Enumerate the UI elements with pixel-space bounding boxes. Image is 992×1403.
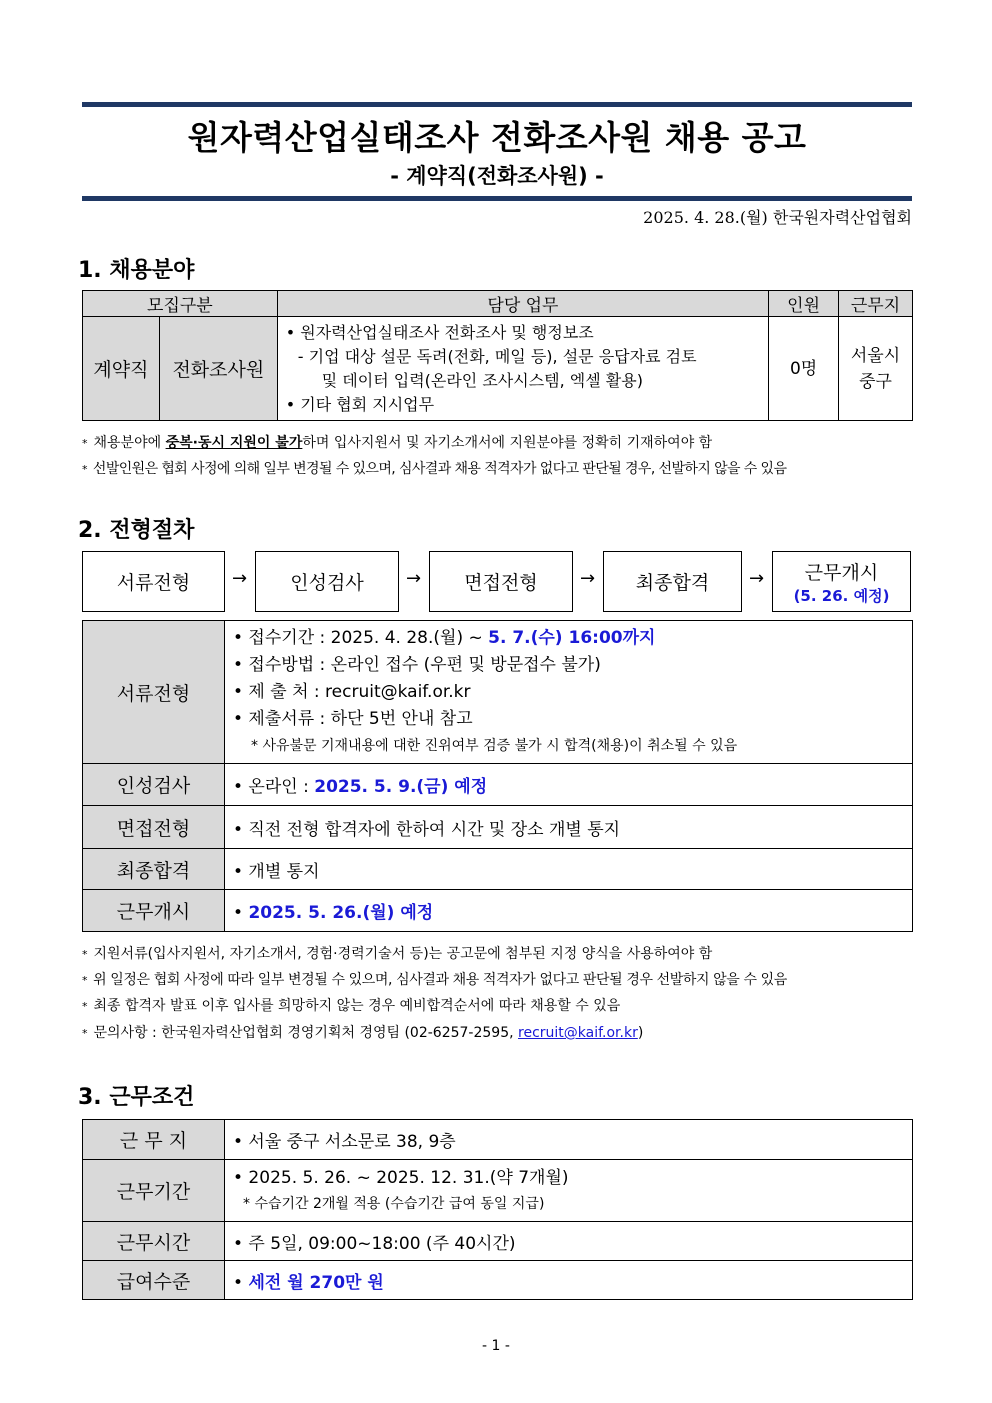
doc-email: • 제 출 처 : recruit@kaif.or.kr (233, 681, 471, 702)
page-title: 원자력산업실태조사 전화조사원 채용 공고 (187, 118, 807, 157)
doc-note: * 사유불문 기재내용에 대한 진위여부 검증 불가 시 합격(채용)이 취소될 수 있음 (251, 737, 738, 754)
asterisk-icon: * (82, 948, 88, 961)
asterisk-icon: * (82, 1000, 88, 1013)
dateline: 2025. 4. 28.(월) 한국원자력산업협회 (643, 208, 912, 227)
duty-cell (277, 317, 768, 421)
asterisk-icon: * (82, 974, 88, 987)
process-note (82, 943, 712, 963)
start-date: 2025. 5. 26.(월) 예정 (248, 903, 434, 923)
flow-step-document (82, 551, 225, 612)
count-cell: 0명 (769, 317, 839, 421)
recruit-field-table (82, 290, 913, 421)
row-label-aptitude: 인성검사 (83, 764, 225, 806)
row-label-interview: 면접전형 (83, 806, 225, 849)
note-text: 지원서류(입사지원서, 자기소개서, 경험·경력기술서 등)는 공고문에 첨부된 지정 양식을 사용하여야 함 (93, 946, 713, 962)
flow-step-final (603, 551, 742, 612)
col-location-header: 근무지 (839, 291, 913, 317)
pay-amount: 세전 월 270만 원 (248, 1272, 384, 1293)
row-label-pay: 급여수준 (83, 1261, 225, 1300)
page-subtitle: - 계약직(전화조사원) - (390, 164, 604, 188)
note-text: 문의사항 : 한국원자력산업협회 경영기획처 경영팀 (02-6257-2595, (93, 1025, 519, 1041)
contact-note (82, 1022, 643, 1042)
doc-documents: • 제출서류 : 하단 5번 안내 참고 (233, 708, 473, 729)
pay-bullet: • (233, 1272, 249, 1293)
flow-step-aptitude (255, 551, 399, 612)
arrow-right-icon: → (580, 568, 596, 589)
recruit-type-cell: 계약직 (83, 317, 160, 421)
start-details (225, 890, 913, 932)
doc-period (233, 625, 904, 652)
flow-step-label: 서류전형 (116, 572, 191, 594)
conditions-table (82, 1119, 913, 1300)
location-line: 서울시 (850, 345, 901, 366)
section-heading-recruit-field: 1. 채용분야 (78, 258, 195, 283)
row-label-location: 근 무 지 (83, 1120, 225, 1160)
doc-method: • 접수방법 : 온라인 접수 (우편 및 방문접수 불가) (233, 654, 601, 675)
arrow-right-icon: → (232, 568, 248, 589)
page-number: - 1 - (482, 1338, 510, 1354)
process-note (82, 995, 620, 1015)
col-duty-header: 담당 업무 (277, 291, 768, 317)
flow-step-label: 인성검사 (290, 572, 364, 594)
section-heading-conditions: 3. 근무조건 (78, 1085, 195, 1110)
process-table (82, 620, 913, 932)
recruit-note (82, 432, 712, 452)
section-heading-process: 2. 전형절차 (78, 518, 195, 543)
asterisk-icon: * (82, 463, 87, 476)
start-bullet: • (233, 903, 249, 923)
title-top-rule (82, 102, 912, 107)
location-cell (839, 317, 913, 421)
flow-step-date: (5. 26. 예정) (793, 586, 890, 605)
row-label-document: 서류전형 (83, 621, 225, 764)
arrow-right-icon: → (406, 568, 422, 589)
note-text: 하며 입사지원서 및 자기소개서에 지원분야를 정확히 기재하여야 함 (302, 435, 713, 451)
note-text: 채용분야에 (93, 435, 166, 451)
note-text: ) (637, 1025, 644, 1041)
pay-details (225, 1261, 913, 1300)
note-text: 선발인원은 협회 사정에 의해 일부 변경될 수 있으며, 심사결과 채용 적격자가 없다고 판단될 경우, 선발하지 않을 수 있음 (92, 461, 787, 477)
note-emphasis: 중복·동시 지원이 불가 (165, 435, 303, 451)
aptitude-text: • 온라인 : (233, 777, 315, 797)
arrow-right-icon: → (749, 568, 765, 589)
period-note: * 수습기간 2개월 적용 (수습기간 급여 동일 지급) (243, 1195, 545, 1212)
flow-step-interview (429, 551, 573, 612)
doc-deadline: 5. 7.(수) 16:00까지 (488, 627, 656, 648)
asterisk-icon: * (82, 1027, 88, 1040)
flow-step-start (772, 551, 911, 612)
document-details (225, 621, 913, 764)
contact-email-link[interactable]: recruit@kaif.or.kr (518, 1025, 638, 1041)
period-text: • 2025. 5. 26. ~ 2025. 12. 31.(약 7개월) (233, 1167, 569, 1188)
note-text: 위 일정은 협회 사정에 따라 일부 변경될 수 있으며, 심사결과 채용 적격자가 없다고 판단될 경우 선발하지 않을 수 있음 (93, 972, 787, 988)
location-details: • 서울 중구 서소문로 38, 9층 (225, 1120, 913, 1160)
final-details: • 개별 통지 (225, 849, 913, 890)
row-label-hours: 근무시간 (83, 1222, 225, 1261)
doc-period-text: • 접수기간 : 2025. 4. 28.(월) ~ (233, 627, 489, 648)
row-label-period: 근무기간 (83, 1160, 225, 1222)
flow-step-label: 근무개시 (804, 561, 879, 584)
title-bottom-rule (82, 196, 912, 201)
row-label-final: 최종합격 (83, 849, 225, 890)
col-recruit-header: 모집구분 (83, 291, 278, 317)
aptitude-details (225, 764, 913, 806)
duty-line: - 기업 대상 설문 독려(전화, 메일 등), 설문 응답자료 검토 (297, 346, 697, 366)
asterisk-icon: * (82, 437, 88, 450)
hours-details: • 주 5일, 09:00~18:00 (주 40시간) (225, 1222, 913, 1261)
interview-details: • 직전 전형 합격자에 한하여 시간 및 장소 개별 통지 (225, 806, 913, 849)
flow-step-label: 최종합격 (635, 572, 710, 594)
duty-line: • 원자력산업실태조사 전화조사 및 행정보조 (285, 322, 594, 342)
period-details (225, 1160, 913, 1222)
col-count-header: 인원 (769, 291, 839, 317)
recruit-position-cell: 전화조사원 (159, 317, 277, 421)
recruit-note (82, 458, 786, 478)
duty-line: 및 데이터 입력(온라인 조사시스템, 엑셀 활용) (321, 370, 643, 390)
row-label-start: 근무개시 (83, 890, 225, 932)
location-line: 중구 (859, 371, 892, 392)
process-note (82, 969, 787, 989)
aptitude-date: 2025. 5. 9.(금) 예정 (314, 777, 488, 797)
flow-step-label: 면접전형 (464, 572, 538, 594)
duty-line: • 기타 협회 지시업무 (285, 394, 435, 414)
note-text: 최종 합격자 발표 이후 입사를 희망하지 않는 경우 예비합격순서에 따라 채용할 수 있음 (93, 998, 621, 1014)
